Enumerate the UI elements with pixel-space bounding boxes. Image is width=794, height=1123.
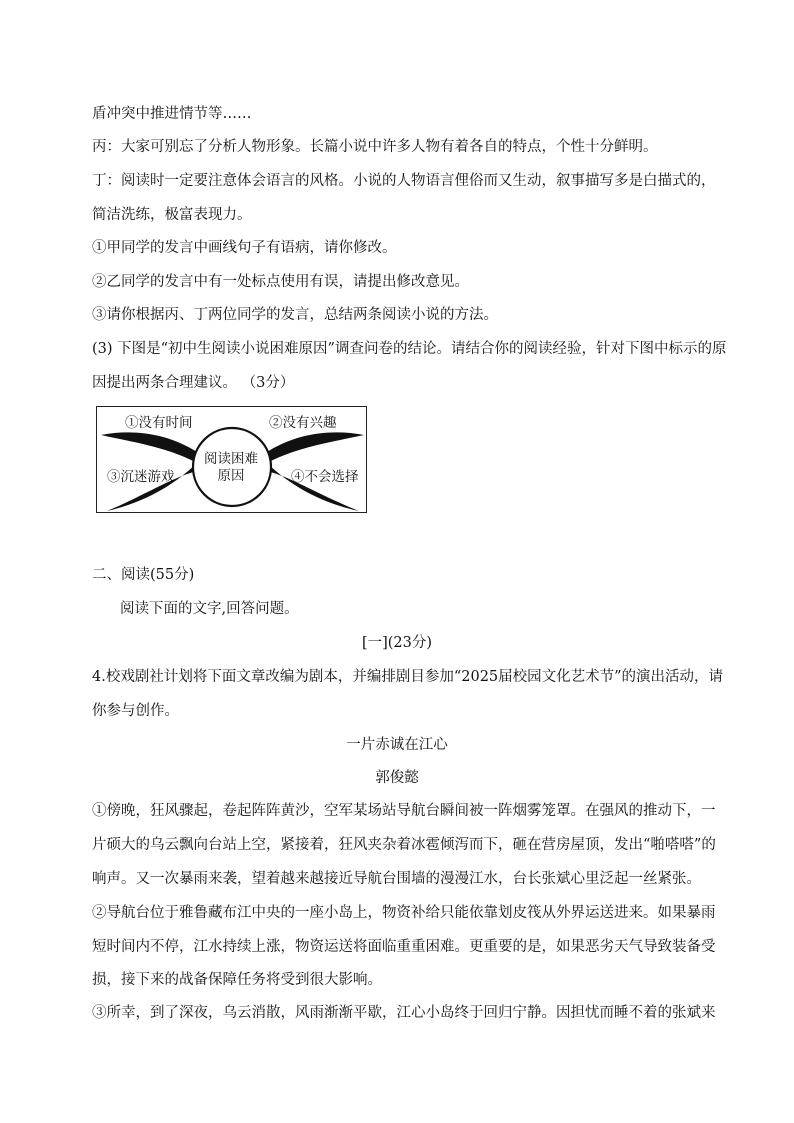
paragraph-line: 片硕大的乌云飘向台站上空，紧接着，狂风夹杂着冰雹倾泻而下，砸在营房屋顶，发出“啪嗒嗒”的 xyxy=(92,837,716,853)
article-title: 一片赤诚在江心 xyxy=(346,737,448,753)
text-line: 盾冲突中推进情节等…… xyxy=(92,106,252,122)
reason-label: ③沉迷游戏 xyxy=(107,469,175,485)
text-line: 简洁洗练，极富表现力。 xyxy=(92,207,252,223)
reason-label: ①没有时间 xyxy=(125,415,193,431)
article-author: 郭俊懿 xyxy=(375,770,419,786)
question-4: 4.校戏剧社计划将下面文章改编为剧本，并编排剧目参加“2025届校园文化艺术节”的演出活动，请 xyxy=(92,669,724,685)
text-line: 丁：阅读时一定要注意体会语言的风格。小说的人物语言俚俗而又生动，叙事描写多是白描式的， xyxy=(92,173,716,189)
part-heading: [一](23分) xyxy=(361,635,433,651)
reason-label: ②没有兴趣 xyxy=(269,415,337,431)
diagram-center-label xyxy=(198,451,264,485)
center-label-line: 阅读困难 xyxy=(204,451,258,467)
question-4-cont: 你参与创作。 xyxy=(92,703,179,719)
paragraph-line: 响声。又一次暴雨来袭，望着越来越接近导航台围墙的漫漫江水，台长张斌心里泛起一丝紧张。 xyxy=(92,871,701,887)
section-heading: 二、阅读(55分) xyxy=(92,567,195,583)
paragraph-line: 短时间内不停，江水持续上涨，物资运送将面临重重困难。更重要的是，如果恶劣天气导致装备受 xyxy=(92,939,716,955)
paragraph-line: ②导航台位于雅鲁藏布江中央的一座小岛上，物资补给只能依靠划皮筏从外界运送进来。如果暴雨 xyxy=(92,905,716,921)
question-item: ③请你根据丙、丁两位同学的发言，总结两条阅读小说的方法。 xyxy=(92,307,498,323)
paragraph-line: 损，接下来的战备保障任务将受到很大影响。 xyxy=(92,972,382,988)
text-line: 丙：大家可别忘了分析人物形象。长篇小说中许多人物有着各自的特点，个性十分鲜明。 xyxy=(92,139,658,155)
question-item: ②乙同学的发言中有一处标点使用有误，请提出修改意见。 xyxy=(92,274,469,290)
paragraph-line: ①傍晚，狂风骤起，卷起阵阵黄沙，空军某场站导航台瞬间被一阵烟雾笼罩。在强风的推动下，一 xyxy=(92,803,716,819)
center-label-line: 原因 xyxy=(217,468,245,484)
paragraph-line: ③所幸，到了深夜，乌云消散，风雨渐渐平歇，江心小岛终于回归宁静。因担忧而睡不着的张斌来 xyxy=(92,1005,716,1021)
instruction-text: 阅读下面的文字,回答问题。 xyxy=(120,601,299,617)
text-line: 因提出两条合理建议。 （3分） xyxy=(92,375,295,391)
question-item: (3) 下图是“初中生阅读小说困难原因”调查问卷的结论。请结合你的阅读经验，针对下图中标示的原 xyxy=(92,341,727,357)
branch-top-left xyxy=(101,432,197,463)
reading-difficulty-diagram xyxy=(96,406,367,513)
question-item: ①甲同学的发言中画线句子有语病，请你修改。 xyxy=(92,240,397,256)
reason-label: ④不会选择 xyxy=(291,469,359,485)
branch-top-right xyxy=(267,432,364,463)
